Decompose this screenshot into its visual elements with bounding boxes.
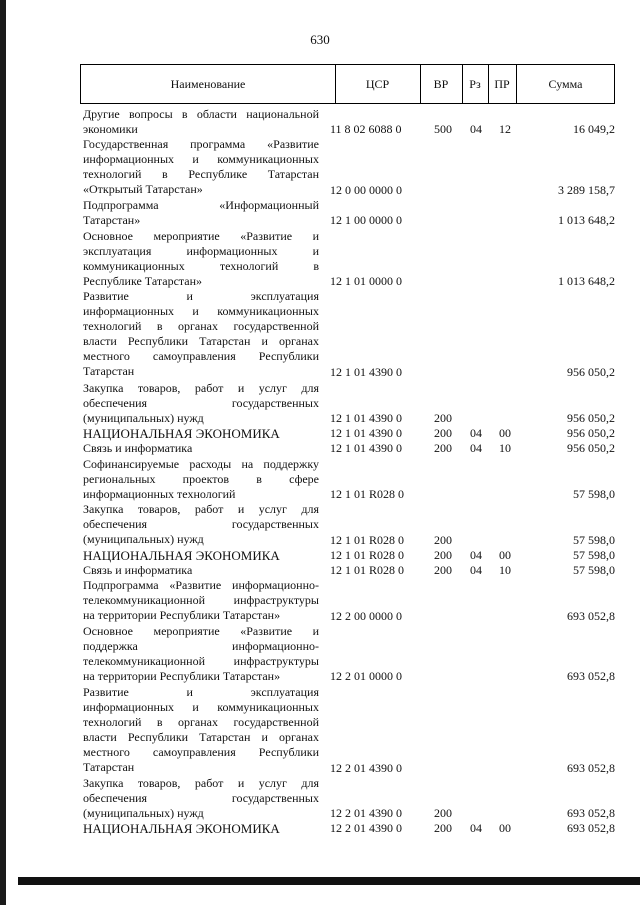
row-csr: 12 1 01 R028 0 bbox=[330, 547, 405, 562]
row-name bbox=[83, 563, 319, 578]
row-name-line: власти Республики Татарстан и органах bbox=[83, 334, 319, 349]
column-header-name: Наименование bbox=[81, 65, 336, 103]
row-name-line: НАЦИОНАЛЬНАЯ ЭКОНОМИКА bbox=[83, 547, 280, 563]
column-header-sum: Сумма bbox=[548, 76, 583, 91]
row-name bbox=[83, 289, 319, 379]
row-name bbox=[83, 198, 319, 228]
row-name-line: Закупка товаров, работ и услуг для bbox=[83, 775, 319, 790]
row-name-line: информационных и коммуникационных bbox=[83, 152, 319, 167]
row-name-line: Развитие и эксплуатация bbox=[83, 289, 319, 304]
table-row bbox=[0, 457, 640, 503]
row-name bbox=[83, 821, 319, 836]
row-name-line: технологий в органах государственной bbox=[83, 319, 319, 334]
table-row bbox=[0, 548, 640, 563]
row-csr: 12 1 01 4390 0 bbox=[330, 426, 402, 441]
row-name bbox=[83, 441, 319, 456]
row-rz: 04 bbox=[470, 426, 482, 441]
row-csr: 12 2 01 4390 0 bbox=[330, 821, 402, 836]
row-name-line: Основное мероприятие «Развитие и bbox=[83, 228, 319, 243]
row-name-line: Подпрограмма «Развитие информационно- bbox=[83, 578, 319, 593]
row-name-line: Закупка товаров, работ и услуг для bbox=[83, 502, 319, 517]
row-name bbox=[83, 137, 319, 197]
row-name-line: технологий в органах государственной bbox=[83, 714, 319, 729]
row-vr: 200 bbox=[434, 532, 452, 547]
row-name-line: местного самоуправления Республики bbox=[83, 744, 319, 759]
row-pr: 12 bbox=[499, 122, 511, 137]
table-row bbox=[0, 821, 640, 836]
row-name bbox=[83, 578, 319, 623]
row-name bbox=[83, 426, 319, 441]
row-name-line: обеспечения государственных bbox=[83, 517, 319, 532]
row-sum: 956 050,2 bbox=[567, 365, 615, 380]
row-vr: 500 bbox=[434, 122, 452, 137]
row-name-line: (муниципальных) нужд bbox=[83, 532, 204, 547]
scan-bottom-bar bbox=[18, 877, 640, 885]
table-row bbox=[0, 137, 640, 198]
row-sum: 956 050,2 bbox=[567, 441, 615, 456]
row-vr: 200 bbox=[434, 441, 452, 456]
row-name-line: экономики bbox=[83, 122, 138, 136]
row-vr: 200 bbox=[434, 806, 452, 821]
row-name-line: Софинансируемые расходы на поддержку bbox=[83, 456, 319, 471]
row-sum: 693 052,8 bbox=[567, 760, 615, 775]
row-name-line: Татарстан bbox=[83, 364, 135, 379]
row-name bbox=[83, 502, 319, 547]
row-pr: 00 bbox=[499, 547, 511, 562]
row-rz: 04 bbox=[470, 547, 482, 562]
row-name-line: Связь и информатика bbox=[83, 441, 193, 456]
row-csr: 12 1 01 R028 0 bbox=[330, 532, 405, 547]
row-sum: 956 050,2 bbox=[567, 410, 615, 425]
row-name-line: Татарстан» bbox=[83, 213, 141, 228]
row-csr: 12 1 01 R028 0 bbox=[330, 486, 405, 501]
row-name-line: технологий в Республике Татарстан bbox=[83, 167, 319, 182]
row-name-line: обеспечения государственных bbox=[83, 790, 319, 805]
row-name-line: местного самоуправления Республики bbox=[83, 349, 319, 364]
row-csr: 12 1 00 0000 0 bbox=[330, 213, 402, 228]
row-name-line: Государственная программа «Развитие bbox=[83, 137, 319, 152]
row-name-line: региональных проектов в сфере bbox=[83, 471, 319, 486]
row-sum: 1 013 648,2 bbox=[558, 274, 615, 289]
row-name bbox=[83, 685, 319, 775]
row-name-line: обеспечения государственных bbox=[83, 395, 319, 410]
row-name-line: Другие вопросы в области национальной bbox=[83, 107, 319, 121]
row-pr: 00 bbox=[499, 821, 511, 836]
row-csr: 12 2 00 0000 0 bbox=[330, 608, 402, 623]
row-rz: 04 bbox=[470, 563, 482, 577]
row-sum: 956 050,2 bbox=[567, 426, 615, 441]
row-csr: 12 1 01 4390 0 bbox=[330, 410, 402, 425]
row-name-line: (муниципальных) нужд bbox=[83, 410, 204, 425]
row-name-line: Закупка товаров, работ и услуг для bbox=[83, 380, 319, 395]
row-csr: 12 1 01 R028 0 bbox=[330, 563, 405, 577]
row-name-line: Татарстан bbox=[83, 759, 135, 774]
row-sum: 693 052,8 bbox=[567, 806, 615, 821]
row-pr: 10 bbox=[499, 441, 511, 456]
row-vr: 200 bbox=[434, 410, 452, 425]
row-sum: 1 013 648,2 bbox=[558, 213, 615, 228]
row-name-line: Республике Татарстан» bbox=[83, 273, 203, 288]
row-name-line: информационных и коммуникационных bbox=[83, 699, 319, 714]
row-name-line: Подпрограмма «Информационный bbox=[83, 198, 319, 213]
row-name-line: Основное мероприятие «Развитие и bbox=[83, 623, 319, 638]
row-name-line: телекоммуникационной инфраструктуры bbox=[83, 653, 319, 668]
row-name-line: коммуникационных технологий в bbox=[83, 258, 319, 273]
row-name-line: информационных технологий bbox=[83, 486, 236, 501]
row-sum: 57 598,0 bbox=[573, 486, 615, 501]
table-row bbox=[0, 578, 640, 624]
row-pr: 10 bbox=[499, 563, 511, 577]
table-row bbox=[0, 381, 640, 427]
page-number: 630 bbox=[310, 32, 330, 47]
row-name-line: НАЦИОНАЛЬНАЯ ЭКОНОМИКА bbox=[83, 426, 280, 442]
row-name-line: телекоммуникационной инфраструктуры bbox=[83, 593, 319, 608]
row-sum: 57 598,0 bbox=[573, 563, 615, 577]
row-name-line: поддержка информационно- bbox=[83, 638, 319, 653]
row-name-line: эксплуатация информационных и bbox=[83, 243, 319, 258]
table-row bbox=[0, 198, 640, 228]
row-csr: 11 8 02 6088 0 bbox=[330, 122, 402, 137]
row-csr: 12 1 01 4390 0 bbox=[330, 365, 402, 380]
row-name-line: на территории Республики Татарстан» bbox=[83, 668, 281, 683]
row-name-line: Развитие и эксплуатация bbox=[83, 684, 319, 699]
row-csr: 12 1 01 0000 0 bbox=[330, 274, 402, 289]
row-csr: 12 2 01 4390 0 bbox=[330, 806, 402, 821]
row-sum: 693 052,8 bbox=[567, 669, 615, 684]
column-header-vr: ВР bbox=[420, 65, 463, 103]
row-csr: 12 2 01 4390 0 bbox=[330, 760, 402, 775]
row-name-line: информационных и коммуникационных bbox=[83, 304, 319, 319]
row-name-line: на территории Республики Татарстан» bbox=[83, 608, 281, 623]
row-name bbox=[83, 624, 319, 684]
row-sum: 57 598,0 bbox=[573, 532, 615, 547]
row-name bbox=[83, 381, 319, 426]
table-row bbox=[0, 426, 640, 441]
row-sum: 693 052,8 bbox=[567, 608, 615, 623]
row-rz: 04 bbox=[470, 122, 482, 137]
table-row bbox=[0, 107, 640, 137]
row-name bbox=[83, 107, 319, 137]
row-vr: 200 bbox=[434, 547, 452, 562]
row-name-line: власти Республики Татарстан и органах bbox=[83, 729, 319, 744]
row-vr: 200 bbox=[434, 821, 452, 836]
table-row bbox=[0, 624, 640, 685]
row-sum: 693 052,8 bbox=[567, 821, 615, 836]
row-name bbox=[83, 229, 319, 289]
column-header-pr: ПР bbox=[488, 65, 517, 103]
row-sum: 16 049,2 bbox=[573, 122, 615, 137]
row-csr: 12 1 01 4390 0 bbox=[330, 441, 402, 456]
row-csr: 12 2 01 0000 0 bbox=[330, 669, 402, 684]
table-row bbox=[0, 289, 640, 380]
row-rz: 04 bbox=[470, 441, 482, 456]
row-name-line: Связь и информатика bbox=[83, 563, 193, 577]
row-csr: 12 0 00 0000 0 bbox=[330, 182, 402, 197]
row-rz: 04 bbox=[470, 821, 482, 836]
row-sum: 3 289 158,7 bbox=[558, 182, 615, 197]
row-pr: 00 bbox=[499, 426, 511, 441]
row-name-line: «Открытый Татарстан» bbox=[83, 182, 203, 197]
row-name-line: (муниципальных) нужд bbox=[83, 805, 204, 820]
column-header-csr: ЦСР bbox=[335, 65, 421, 103]
table-row bbox=[0, 563, 640, 578]
row-name bbox=[83, 548, 319, 563]
table-row bbox=[0, 502, 640, 548]
table-row bbox=[0, 441, 640, 456]
table-row bbox=[0, 685, 640, 776]
row-vr: 200 bbox=[434, 426, 452, 441]
row-name bbox=[83, 776, 319, 821]
row-name bbox=[83, 457, 319, 502]
row-vr: 200 bbox=[434, 563, 452, 577]
row-sum: 57 598,0 bbox=[573, 547, 615, 562]
column-header-rz: Рз bbox=[462, 65, 489, 103]
table-row bbox=[0, 776, 640, 822]
row-name-line: НАЦИОНАЛЬНАЯ ЭКОНОМИКА bbox=[83, 821, 280, 837]
table-row bbox=[0, 229, 640, 290]
